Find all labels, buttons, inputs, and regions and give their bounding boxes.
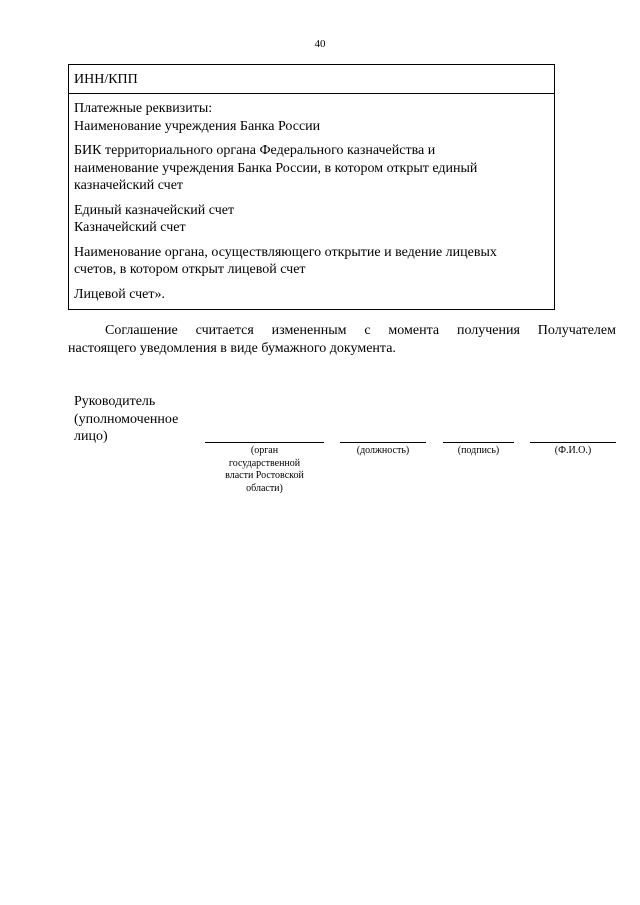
notice-line: настоящего уведомления в виде бумажного документа.: [68, 340, 396, 356]
requisites-block-personal-account: [74, 286, 548, 304]
requisites-line: Единый казначейский счет: [74, 202, 235, 218]
notice-line: Соглашение считается измененным с момента получения Получателем: [105, 323, 616, 338]
requisites-line: казначейский счет: [74, 178, 184, 193]
notice-paragraph: [68, 322, 616, 357]
requisites-block-bik: [74, 142, 548, 195]
requisites-table: [68, 64, 555, 310]
caption-line: области): [246, 482, 283, 494]
inn-kpp-row: [69, 65, 554, 94]
requisites-block-accounts: [74, 202, 548, 237]
signature-line-authority: [205, 442, 324, 443]
requisites-line: счетов, в котором открыт лицевой счет: [74, 262, 306, 277]
requisites-line: Платежные реквизиты:: [74, 101, 213, 116]
signature-line-name: [530, 442, 616, 443]
caption-line: (подпись): [457, 445, 500, 456]
signature-caption-authority: [205, 445, 324, 495]
requisites-block-authority: [74, 244, 548, 279]
page-number: 40: [314, 38, 326, 50]
signer-title-line: Руководитель: [74, 394, 156, 409]
signature-line-signature: [443, 442, 514, 443]
caption-line: власти Ростовской: [225, 470, 304, 481]
caption-line: государственной: [228, 457, 301, 469]
caption-line: (должность): [356, 445, 410, 456]
signer-title-line: лицо): [74, 429, 108, 444]
requisites-body: [69, 94, 554, 309]
requisites-block-bank: [74, 100, 548, 135]
caption-line: (Ф.И.О.): [554, 445, 592, 456]
signature-caption-name: [530, 445, 616, 458]
requisites-line: Наименование учреждения Банка России: [74, 118, 321, 134]
signer-title-line: (уполномоченное: [74, 411, 179, 427]
caption-line: (орган: [250, 445, 279, 456]
requisites-line: наименование учреждения Банка России, в котором открыт единый: [74, 160, 478, 176]
requisites-line: Лицевой счет».: [74, 286, 166, 302]
signature-caption-signature: [443, 445, 514, 458]
inn-kpp-label: ИНН/КПП: [74, 72, 138, 87]
requisites-line: Казначейский счет: [74, 220, 186, 235]
requisites-line: Наименование органа, осуществляющего открытие и ведение лицевых: [74, 244, 497, 260]
requisites-line: БИК территориального органа Федерального казначейства и: [74, 143, 436, 158]
signer-title: [74, 393, 178, 446]
signature-caption-position: [340, 445, 426, 458]
signature-line-position: [340, 442, 426, 443]
